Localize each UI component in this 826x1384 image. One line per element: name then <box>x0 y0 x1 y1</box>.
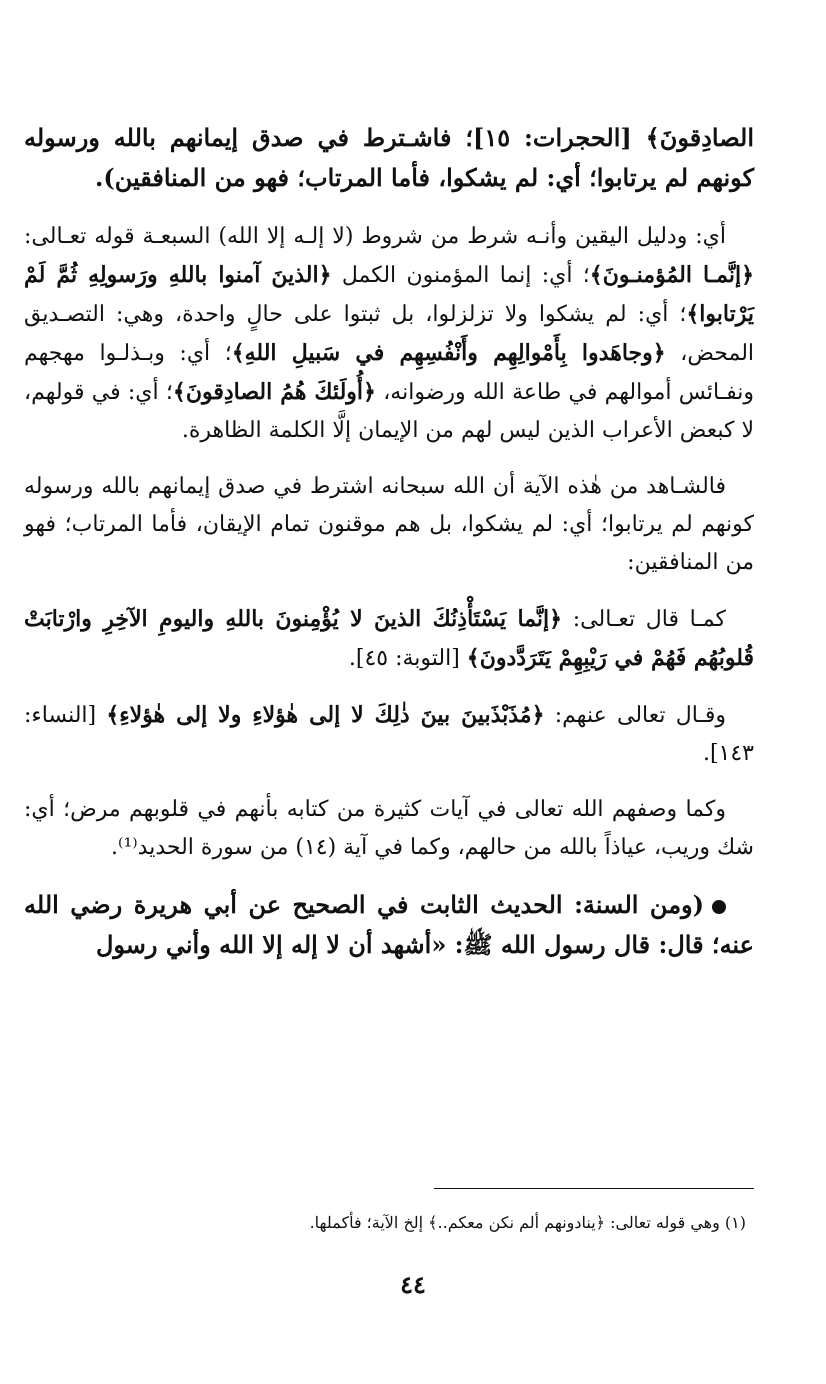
emphasized-text: ﴿أُولَئكَ هُمُ الصادِقونَ﴾ <box>172 379 376 405</box>
paragraph <box>24 791 754 867</box>
footnote: (١) وهي قوله تعالى: ﴿ينادونهم ألم نكن معكم..﴾ إلخ الآية؛ فأكملها. <box>309 1213 746 1232</box>
body-text: [النساء: ١٤٣]. <box>24 703 754 766</box>
paragraph <box>24 118 754 198</box>
body-text: ؛ أي: وبـذلـوا مهجهم ونفـائس أموالهم في طاعة الله ورضوانه، <box>24 341 754 405</box>
body-text: وقـال تعالى عنهم: <box>544 703 727 728</box>
body-text: ؛ أي: لم يشكوا ولا تزلزلوا، بل ثبتوا على حالٍ واحدة، وهي: التصـديق المحض، <box>24 302 755 366</box>
emphasized-text: الصادِقونَ﴾ [الحجرات: ١٥]؛ فاشـترط في صدق إيمانهم بالله ورسوله كونهم لم يرتابوا؛ أي: لم يشكوا، فأما المرتاب؛ فهو من المنافقين). <box>24 123 754 192</box>
emphasized-text: (ومن السنة: الحديث الثابت في الصحيح عن أبي هريرة رضي الله عنه؛ قال: قال رسول الله ﷺ: «أشهد أن لا إله إلا الله وأني رسول <box>24 890 754 959</box>
paragraph <box>24 468 754 582</box>
bullet-paragraph <box>24 885 754 965</box>
emphasized-text: ﴿مُذَبْذَبينَ بينَ ذٰلِكَ لا إلى هٰؤلاءِ ولا إلى هٰؤلاءِ﴾ <box>106 702 545 728</box>
emphasized-text: ﴿إنَّما يَسْتَأْذِنُكَ الذينَ لا يُؤْمِنونَ باللهِ واليومِ الآخِرِ وارْتابَتْ قُلوبُهُم فَهُمْ في رَيْبِهِمْ يَتَرَدَّدونَ﴾ <box>24 606 754 671</box>
body-text: كمـا قال تعـالى: <box>562 607 726 632</box>
emphasized-text: ﴿إنَّمـا المُؤمنـونَ﴾ <box>589 262 754 288</box>
paragraph <box>24 600 754 678</box>
paragraph <box>24 218 754 450</box>
page-body <box>24 118 754 1384</box>
body-text: [التوبة: ٤٥]. <box>348 646 467 671</box>
body-text: فالشـاهد من هٰذه الآية أن الله سبحانه اشترط في صدق إيمانهم بالله ورسوله كونهم لم يرتابوا؛ أي: لم يشكوا، بل هم موقنون تمام الإيقان، فأما المرتاب؛ فهو من المنافقين: <box>24 474 754 575</box>
paragraph <box>24 696 754 773</box>
bullet-icon <box>712 900 726 914</box>
body-text: وكما وصفهم الله تعالى في آيات كثيرة من كتابه بأنهم في قلوبهم مرض؛ أي: شك وريب، عياذاً بالله من حالهم، وكما في آية (١٤) من سورة الحديد⁽¹⁾. <box>24 797 754 860</box>
page-number: ٤٤ <box>400 1270 426 1299</box>
body-text: ؛ أي: إنما المؤمنون الكمل <box>331 263 590 288</box>
body-text: أي: ودليل اليقين وأنـه شرط من شروط (لا إلـه إلا الله) السبعـة قوله تعـالى: <box>24 224 726 249</box>
emphasized-text: ﴿الذينَ آمنوا باللهِ ورَسولِهِ ثُمَّ لَمْ يَرْتابوا﴾ <box>24 262 754 327</box>
body-text: ؛ أي: في قولهم، لا كبعض الأعراب الذين ليس لهم من الإيمان إلَّا الكلمة الظاهرة. <box>24 380 754 443</box>
emphasized-text: ﴿وجاهَدوا بِأَمْوالِهِم وأَنْفُسِهِم في سَبيلِ اللهِ﴾ <box>231 340 666 366</box>
footnote-divider <box>434 1188 754 1189</box>
